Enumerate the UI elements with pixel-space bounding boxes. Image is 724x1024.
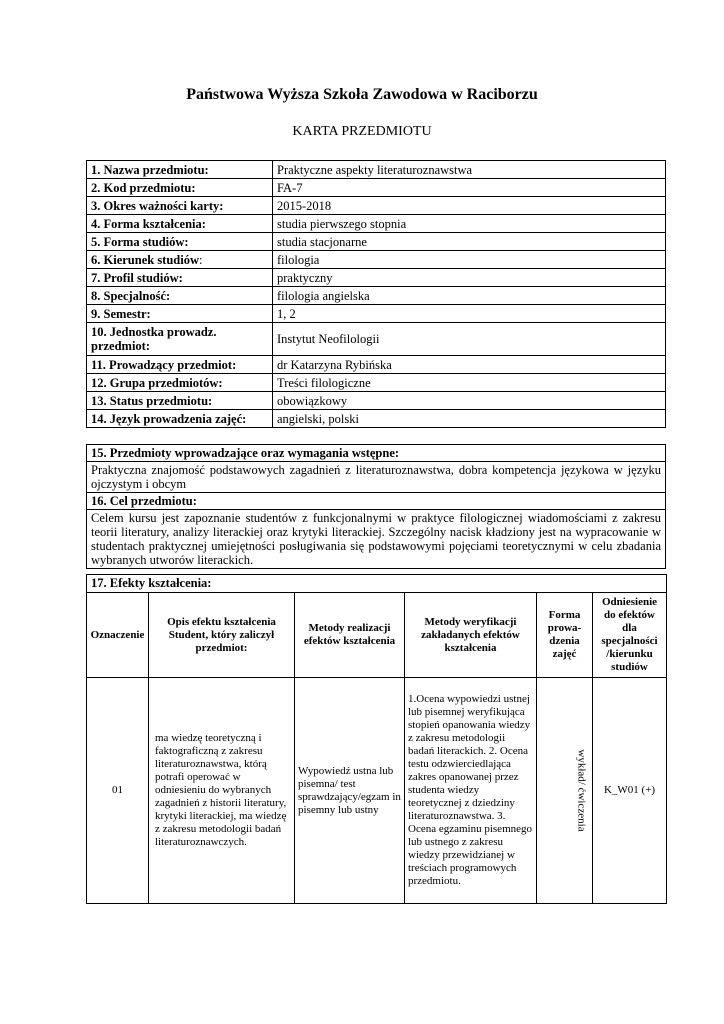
outcome-reference: K_W01 (+): [593, 678, 667, 904]
info-label: 2. Kod przedmiotu:: [87, 179, 273, 197]
info-value: filologia: [273, 251, 666, 269]
info-label: 8. Specjalność:: [87, 287, 273, 305]
col-header-form: Forma prowa-dzenia zajęć: [537, 593, 593, 678]
info-label: 3. Okres ważności karty:: [87, 197, 273, 215]
course-info-table: [86, 160, 666, 428]
section15-heading: 15. Przedmioty wprowadzające oraz wymagania wstępne:: [87, 445, 666, 462]
info-row: [87, 161, 666, 179]
info-value: filologia angielska: [273, 287, 666, 305]
outcome-form: wykład/ ćwiczenia: [575, 749, 588, 832]
info-value: studia pierwszego stopnia: [273, 215, 666, 233]
info-value: Treści filologiczne: [273, 374, 666, 392]
info-row: [87, 251, 666, 269]
outcome-description: ma wiedzę teoretyczną i faktograficzną z zakresu literaturoznawstwa, którą potrafi operować w odniesieniu do wybranych zagadnień z historii literatury, krytyki literackiej, ma wiedzę z zakresu metodologii badań literaturoznawczych.: [149, 678, 295, 904]
learning-outcomes-table: [86, 574, 667, 904]
section15-text: Praktyczna znajomość podstawowych zagadnień z literaturoznawstwa, dobra kompetencja językowa w języku ojczystym i obcym: [87, 462, 666, 493]
col-header-description: Opis efektu kształcenia Student, który zaliczył przedmiot:: [149, 593, 295, 678]
info-value: Instytut Neofilologii: [273, 323, 666, 356]
info-label: 7. Profil studiów:: [87, 269, 273, 287]
info-row: [87, 323, 666, 356]
info-row: [87, 197, 666, 215]
col-header-id: Oznaczenie: [87, 593, 149, 678]
info-value: 2015-2018: [273, 197, 666, 215]
outcome-form-cell: [537, 678, 593, 904]
info-row: [87, 356, 666, 374]
info-row: [87, 233, 666, 251]
section16-heading: 16. Cel przedmiotu:: [87, 493, 666, 510]
info-label: 13. Status przedmiotu:: [87, 392, 273, 410]
col-header-reference: Odniesienie do efektów dla specjalności /kierunku studiów: [593, 593, 667, 678]
info-label: 11. Prowadzący przedmiot:: [87, 356, 273, 374]
info-value: studia stacjonarne: [273, 233, 666, 251]
info-row: [87, 179, 666, 197]
outcome-id: 01: [87, 678, 149, 904]
info-value: dr Katarzyna Rybińska: [273, 356, 666, 374]
info-value: angielski, polski: [273, 410, 666, 428]
col-header-methods: Metody realizacji efektów kształcenia: [295, 593, 405, 678]
info-row: [87, 287, 666, 305]
info-label: 9. Semestr:: [87, 305, 273, 323]
info-row: [87, 305, 666, 323]
col-header-verification: Metody weryfikacji zakładanych efektów kształcenia: [405, 593, 537, 678]
info-row: [87, 392, 666, 410]
institution-name: Państwowa Wyższa Szkoła Zawodowa w Raciborzu: [186, 86, 538, 103]
info-label: 14. Język prowadzenia zajęć:: [87, 410, 273, 428]
course-sections-table: [86, 444, 666, 569]
info-row: [87, 374, 666, 392]
info-row: [87, 410, 666, 428]
info-value: 1, 2: [273, 305, 666, 323]
info-label: 10. Jednostka prowadz. przedmiot:: [87, 323, 273, 356]
info-row: [87, 215, 666, 233]
table-row: [87, 678, 667, 904]
info-label: 4. Forma kształcenia:: [87, 215, 273, 233]
outcome-methods: Wypowiedź ustna lub pisemna/ test sprawdzający/egzam in pisemny lub ustny: [295, 678, 405, 904]
info-label: 5. Forma studiów:: [87, 233, 273, 251]
info-label: 12. Grupa przedmiotów:: [87, 374, 273, 392]
info-label: 6. Kierunek studiów:: [87, 251, 273, 269]
document-title: KARTA PRZEDMIOTU: [292, 124, 432, 139]
info-row: [87, 269, 666, 287]
outcome-verification: 1.Ocena wypowiedzi ustnej lub pisemnej weryfikująca stopień opanowania wiedzy z zakresu metodologii badań literackich. 2. Ocena testu odzwierciedlająca zakres opanowanej przez studenta wiedzy teoretycznej z dziedziny literaturoznawstwa. 3. Ocena egzaminu pisemnego lub ustnego z zakresu wiedzy przewidzianej w treściach programowych przedmiotu.: [405, 678, 537, 904]
info-value: praktyczny: [273, 269, 666, 287]
info-label: 1. Nazwa przedmiotu:: [87, 161, 273, 179]
info-value: obowiązkowy: [273, 392, 666, 410]
info-value: FA-7: [273, 179, 666, 197]
info-value: Praktyczne aspekty literaturoznawstwa: [273, 161, 666, 179]
section17-heading: 17. Efekty kształcenia:: [87, 575, 667, 593]
section16-text: Celem kursu jest zapoznanie studentów z funkcjonalnymi w praktyce filologicznej wiadomościami z zakresu teorii literatury, analizy literackiej oraz krytyki literackiej. Szczególny nacisk kładziony jest na wypracowanie w studentach praktycznej umiejętności posługiwania się podstawowymi pojęciami teoretycznymi w celu zbadania wybranych utworów literackich.: [87, 510, 666, 569]
